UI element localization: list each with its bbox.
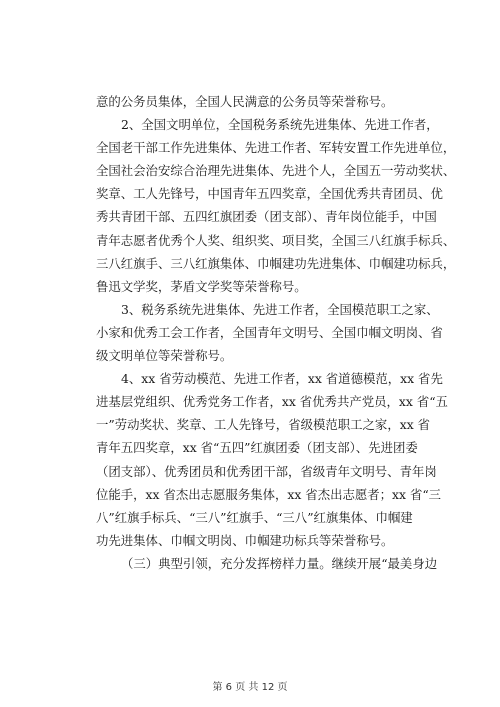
paragraph-2-start: 2、全国文明单位，全国税务系统先进集体、先进工作者， bbox=[121, 117, 439, 133]
text-line: 位能手，xx 省杰出志愿服务集体，xx 省杰出志愿者；xx 省“三 bbox=[96, 486, 442, 502]
text-line: 进基层党组织、优秀党务工作者，xx 省优秀共产党员，xx 省“五 bbox=[96, 394, 448, 410]
page-footer bbox=[0, 678, 500, 693]
text-line: 全国社会治安综合治理先进集体、先进个人，全国五一劳动奖状、 bbox=[96, 163, 456, 179]
text-line: 级文明单位等荣誉称号。 bbox=[96, 348, 233, 364]
text-line: 意的公务员集体，全国人民满意的公务员等荣誉称号。 bbox=[96, 94, 394, 109]
text-line: 功先进集体、巾帼文明岗、巾帼建功标兵等荣誉称号。 bbox=[96, 532, 394, 548]
text-line: 八”红旗手标兵、“三八”红旗手、“三八”红旗集体、巾帼建 bbox=[96, 509, 413, 525]
body-text bbox=[96, 90, 456, 575]
text-line: 小家和优秀工会工作者，全国青年文明号、全国巾帼文明岗、省 bbox=[96, 324, 443, 340]
text-line: 全国老干部工作先进集体、先进工作者、军转安置工作先进单位， bbox=[96, 140, 456, 156]
text-line: 鲁迅文学奖，茅盾文学奖等荣誉称号。 bbox=[96, 278, 307, 294]
paragraph-3-start: 3、税务系统先进集体、先进工作者，全国模范职工之家、 bbox=[121, 301, 439, 317]
page-number: 第 6 页 共 12 页 bbox=[212, 682, 288, 693]
text-line: 奖章、工人先锋号，中国青年五四奖章，全国优秀共青团员、优 bbox=[96, 186, 443, 202]
text-line: （团支部）、优秀团员和优秀团干部，省级青年文明号、青年岗 bbox=[96, 463, 437, 479]
text-line: 一”劳动奖状、奖章、工人先锋号，省级模范职工之家，xx 省 bbox=[96, 417, 431, 433]
paragraph-4-start: 4、xx 省劳动模范、先进工作者，xx 省道德模范，xx 省先 bbox=[121, 371, 443, 387]
text-line: 秀共青团干部、五四红旗团委（团支部）、青年岗位能手，中国 bbox=[96, 209, 437, 225]
text-line: 三八红旗手、三八红旗集体、巾帼建功先进集体、巾帼建功标兵， bbox=[96, 255, 456, 271]
text-line: 青年志愿者优秀个人奖、组织奖、项目奖，全国三八红旗手标兵、 bbox=[96, 232, 456, 248]
section-3-heading-line: （三）典型引领，充分发挥榜样力量。继续开展“最美身边 bbox=[121, 555, 438, 571]
text-line: 青年五四奖章，xx 省“五四”红旗团委（团支部）、先进团委 bbox=[96, 440, 418, 456]
